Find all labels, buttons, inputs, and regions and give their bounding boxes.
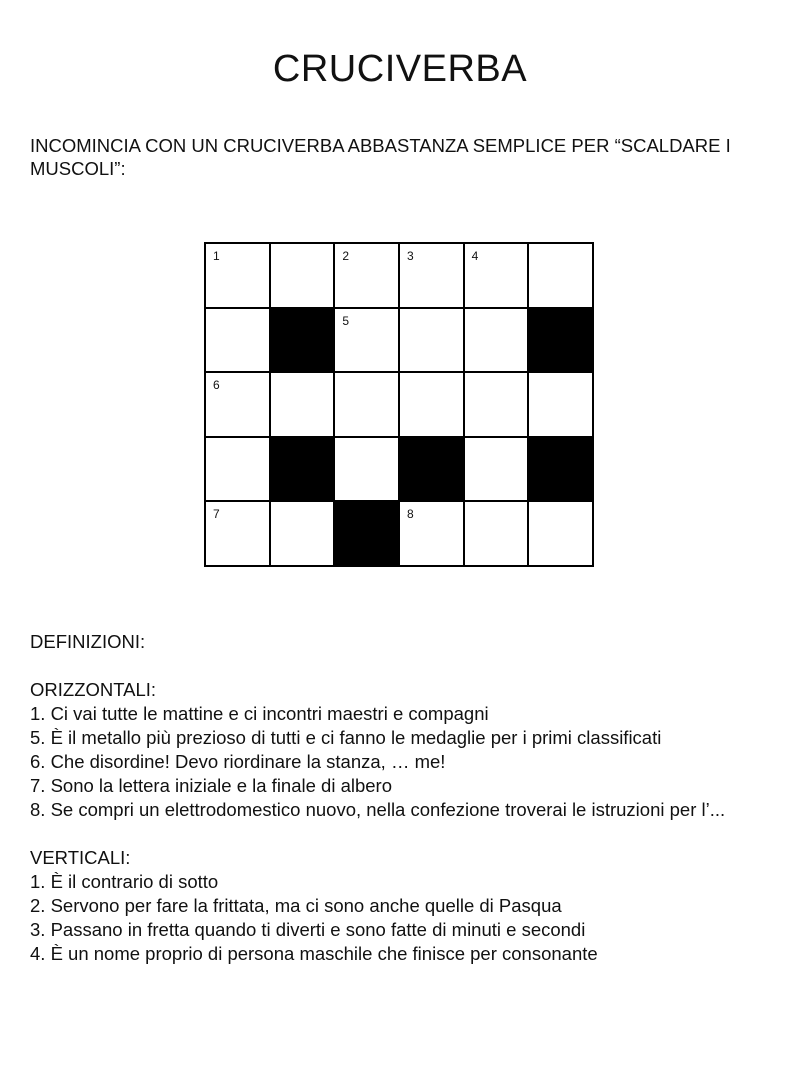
definitions-heading: DEFINIZIONI: — [30, 631, 146, 652]
crossword-cell[interactable] — [206, 438, 269, 501]
crossword-cell[interactable] — [400, 502, 463, 565]
across-clue: 6. Che disordine! Devo riordinare la stanza, … me! — [30, 751, 446, 772]
cell-number: 3 — [407, 249, 414, 263]
crossword-cell[interactable] — [206, 244, 269, 307]
down-clue: 1. È il contrario di sotto — [30, 871, 219, 892]
cell-number: 6 — [213, 378, 220, 393]
crossword-cell[interactable] — [206, 373, 269, 436]
crossword-cell[interactable] — [335, 309, 398, 372]
across-clue: 1. Ci vai tutte le mattine e ci incontri maestri e compagni — [30, 703, 489, 724]
crossword-cell-black — [271, 309, 334, 372]
crossword-cell[interactable] — [206, 309, 269, 372]
crossword-cell[interactable] — [529, 244, 592, 307]
across-clue: 8. Se compri un elettrodomestico nuovo, nella confezione troverai le istruzioni per l’... — [30, 799, 726, 820]
crossword-cell[interactable] — [271, 373, 334, 436]
page-title: CRUCIVERBA — [272, 48, 528, 90]
down-clue: 2. Servono per fare la frittata, ma ci sono anche quelle di Pasqua — [30, 895, 562, 916]
down-clue: 4. È un nome proprio di persona maschile che finisce per consonante — [30, 943, 598, 964]
down-heading: VERTICALI: — [30, 847, 131, 868]
crossword-cell[interactable] — [465, 373, 528, 436]
cell-number: 5 — [342, 313, 350, 328]
cell-number: 8 — [407, 507, 414, 522]
crossword-cell-black — [400, 438, 463, 501]
across-heading: ORIZZONTALI: — [30, 679, 157, 700]
crossword-cell[interactable] — [335, 244, 398, 307]
across-clue: 7. Sono la lettera iniziale e la finale di albero — [30, 775, 393, 796]
crossword-cell[interactable] — [400, 244, 463, 307]
cell-number: 2 — [342, 249, 350, 263]
crossword-cell[interactable] — [271, 502, 334, 565]
cell-number: 4 — [471, 249, 479, 263]
crossword-cell[interactable] — [271, 244, 334, 307]
crossword-cell-black — [529, 309, 592, 372]
across-clue: 5. È il metallo più prezioso di tutti e ci fanno le medaglie per i primi classificati — [30, 727, 662, 748]
crossword-grid — [204, 242, 594, 567]
crossword-cell-black — [271, 438, 334, 501]
crossword-cell[interactable] — [206, 502, 269, 565]
crossword-cell[interactable] — [465, 244, 528, 307]
crossword-cell[interactable] — [465, 502, 528, 565]
crossword-cell[interactable] — [465, 438, 528, 501]
cell-number: 7 — [213, 507, 220, 522]
crossword-cell[interactable] — [400, 309, 463, 372]
crossword-cell[interactable] — [529, 373, 592, 436]
down-clue: 3. Passano in fretta quando ti diverti e sono fatte di minuti e secondi — [30, 919, 586, 940]
intro-text: INCOMINCIA CON UN CRUCIVERBA ABBASTANZA SEMPLICE PER “SCALDARE I MUSCOLI”: — [30, 135, 731, 179]
crossword-cell-black — [335, 502, 398, 565]
crossword-cell[interactable] — [465, 309, 528, 372]
cell-number: 1 — [213, 249, 220, 263]
crossword-cell[interactable] — [400, 373, 463, 436]
crossword-cell-black — [529, 438, 592, 501]
definitions-section — [30, 630, 790, 966]
crossword-cell[interactable] — [335, 373, 398, 436]
crossword-cell[interactable] — [529, 502, 592, 565]
crossword-cell[interactable] — [335, 438, 398, 501]
